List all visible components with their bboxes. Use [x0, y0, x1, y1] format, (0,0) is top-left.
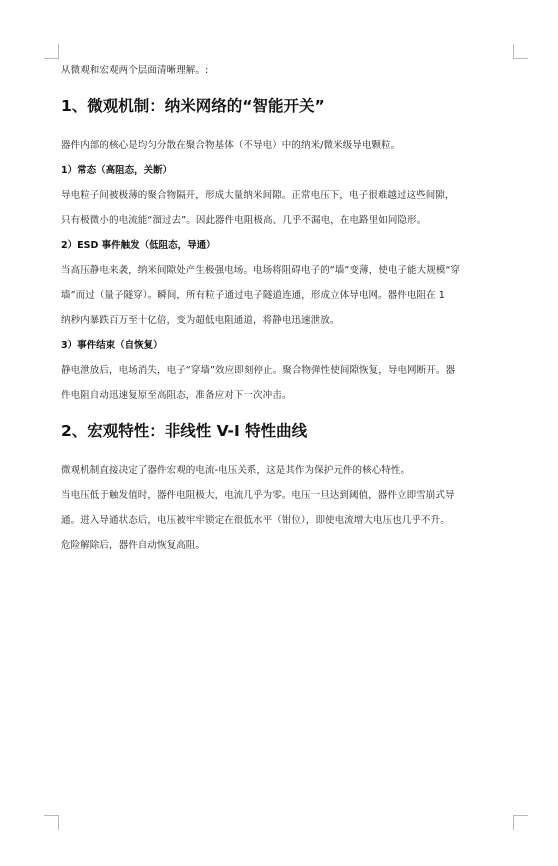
subsection-3-title: 3）事件结束（自恢复） [61, 340, 163, 351]
section-2-line: 危险解除后，器件自动恢复高阻。 [61, 540, 206, 551]
crop-mark-top-right [513, 44, 528, 59]
subsection-3-line: 件电阻自动迅速复原至高阻态，准备应对下一次冲击。 [61, 390, 292, 401]
crop-mark-top-left [44, 44, 59, 59]
section-1-heading: 1、微观机制：纳米网络的“智能开关” [61, 97, 325, 115]
subsection-1-title: 1）常态（高阻态，关断） [61, 165, 173, 176]
section-2-line: 当电压低于触发值时，器件电阻极大，电流几乎为零。电压一旦达到阈值，器件立即雪崩式导 [61, 490, 455, 501]
subsection-2-line: 墙”而过（量子隧穿）。瞬间，所有粒子通过电子隧道连通，形成立体导电网。器件电阻在 1 [61, 290, 445, 301]
crop-mark-bottom-left [44, 815, 59, 830]
subsection-2-line: 纳秒内暴跌百万至十亿倍，变为超低电阻通道，将静电迅速泄放。 [61, 315, 340, 326]
crop-mark-bottom-right [513, 815, 528, 830]
subsection-1-line: 导电粒子间被极薄的聚合物隔开，形成大量纳米间隙。正常电压下，电子很难越过这些间隙， [61, 190, 455, 201]
subsection-2-title: 2）ESD 事件触发（低阻态，导通） [61, 240, 216, 251]
section-2-line: 通。进入导通状态后，电压被牢牢锁定在很低水平（钳位），即使电流增大电压也几乎不升。 [61, 515, 450, 526]
section-1-lead: 器件内部的核心是均匀分散在聚合物基体（不导电）中的纳米/微米级导电颗粒。 [61, 140, 401, 151]
section-2-lead: 微观机制直接决定了器件宏观的电流-电压关系，这是其作为保护元件的核心特性。 [61, 465, 411, 476]
document-body [61, 58, 519, 558]
intro-paragraph: 从微观和宏观两个层面清晰理解。: [61, 65, 209, 76]
section-2-heading: 2、宏观特性：非线性 V-I 特性曲线 [61, 422, 308, 440]
subsection-1-line: 只有极微小的电流能“溜过去”。因此器件电阻极高、几乎不漏电，在电路里如同隐形。 [61, 215, 427, 226]
subsection-3-line: 静电泄放后，电场消失，电子“穿墙”效应即刻停止。聚合物弹性使间隙恢复，导电网断开。器 [61, 365, 456, 376]
subsection-2-line: 当高压静电来袭，纳米间隙处产生极强电场。电场将阻碍电子的“墙”变薄，使电子能大规模“穿 [61, 265, 461, 276]
